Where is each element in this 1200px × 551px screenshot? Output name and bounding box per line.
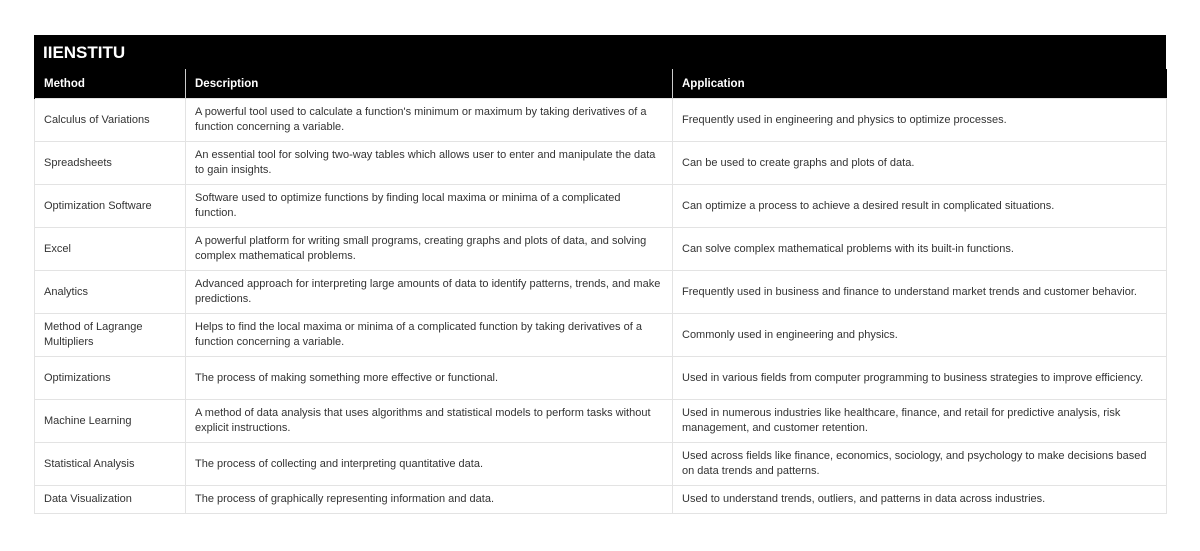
description-cell: The process of collecting and interpreting quantitative data. (186, 443, 673, 486)
application-cell: Can solve complex mathematical problems with its built-in functions. (673, 228, 1167, 271)
application-cell: Used in various fields from computer programming to business strategies to improve efficiency. (673, 357, 1167, 400)
application-cell: Used to understand trends, outliers, and patterns in data across industries. (673, 486, 1167, 514)
table-row (35, 400, 1167, 443)
method-cell: Statistical Analysis (35, 443, 186, 486)
method-cell: Data Visualization (35, 486, 186, 514)
header-row (35, 69, 1167, 99)
description-cell: Helps to find the local maxima or minima of a complicated function by taking derivatives of a function concerning a variable. (186, 314, 673, 357)
method-cell: Method of Lagrange Multipliers (35, 314, 186, 357)
application-cell: Can be used to create graphs and plots of data. (673, 142, 1167, 185)
application-cell: Frequently used in business and finance to understand market trends and customer behavior. (673, 271, 1167, 314)
table-row (35, 271, 1167, 314)
description-cell: The process of graphically representing information and data. (186, 486, 673, 514)
header-description: Description (186, 69, 673, 99)
method-cell: Calculus of Variations (35, 99, 186, 142)
methods-table-container (34, 35, 1166, 514)
application-cell: Can optimize a process to achieve a desired result in complicated situations. (673, 185, 1167, 228)
application-cell: Used across fields like finance, economics, sociology, and psychology to make decisions based on data trends and patterns. (673, 443, 1167, 486)
table-row (35, 486, 1167, 514)
application-cell: Used in numerous industries like healthcare, finance, and retail for predictive analysis, risk management, and customer retention. (673, 400, 1167, 443)
header-application: Application (673, 69, 1167, 99)
description-cell: Software used to optimize functions by finding local maxima or minima of a complicated function. (186, 185, 673, 228)
description-cell: A powerful tool used to calculate a function's minimum or maximum by taking derivatives of a function concerning a variable. (186, 99, 673, 142)
description-cell: A method of data analysis that uses algorithms and statistical models to perform tasks without explicit instructions. (186, 400, 673, 443)
method-cell: Optimizations (35, 357, 186, 400)
description-cell: Advanced approach for interpreting large amounts of data to identify patterns, trends, and make predictions. (186, 271, 673, 314)
table-row (35, 142, 1167, 185)
table-row (35, 314, 1167, 357)
method-cell: Optimization Software (35, 185, 186, 228)
method-cell: Spreadsheets (35, 142, 186, 185)
description-cell: An essential tool for solving two-way tables which allows user to enter and manipulate the data to gain insights. (186, 142, 673, 185)
header-method: Method (35, 69, 186, 99)
application-cell: Commonly used in engineering and physics. (673, 314, 1167, 357)
table-row (35, 185, 1167, 228)
table-row (35, 99, 1167, 142)
method-cell: Excel (35, 228, 186, 271)
table-row (35, 228, 1167, 271)
method-cell: Machine Learning (35, 400, 186, 443)
table-row (35, 443, 1167, 486)
table-title: IIENSTITU (34, 35, 1166, 69)
method-cell: Analytics (35, 271, 186, 314)
application-cell: Frequently used in engineering and physics to optimize processes. (673, 99, 1167, 142)
description-cell: The process of making something more effective or functional. (186, 357, 673, 400)
methods-table (34, 69, 1167, 514)
description-cell: A powerful platform for writing small programs, creating graphs and plots of data, and solving complex mathematical problems. (186, 228, 673, 271)
table-row (35, 357, 1167, 400)
